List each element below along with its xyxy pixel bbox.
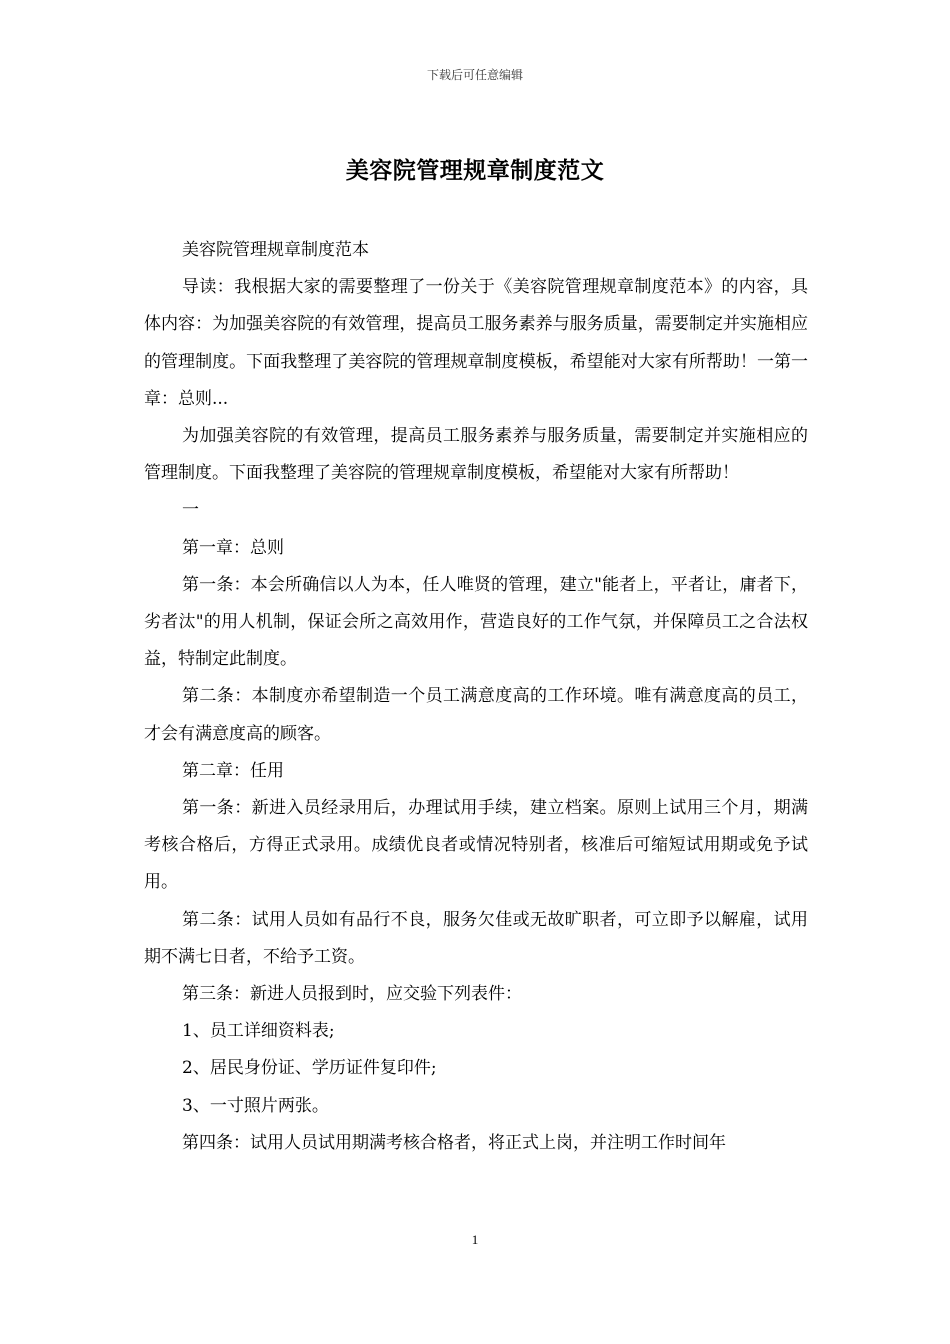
paragraph: 第二条：本制度亦希望制造一个员工满意度高的工作环境。唯有满意度高的员工，才会有满意度高的顾客。 bbox=[144, 686, 808, 744]
page-number: 1 bbox=[471, 1232, 479, 1247]
list-item: 3、一寸照片两张。 bbox=[182, 1095, 329, 1116]
paragraph: 第一条：新进入员经录用后，办理试用手续，建立档案。原则上试用三个月，期满考核合格后，方得正式录用。成绩优良者或情况特别者，核准后可缩短试用期或免予试用。 bbox=[144, 798, 808, 893]
list-item: 2、居民身份证、学历证件复印件; bbox=[182, 1058, 437, 1079]
paragraph: 一 bbox=[182, 500, 199, 521]
paragraph: 为加强美容院的有效管理，提高员工服务素养与服务质量，需要制定并实施相应的管理制度。下面我整理了美容院的管理规章制度模板，希望能对大家有所帮助！ bbox=[144, 426, 808, 484]
list-item: 1、员工详细资料表; bbox=[182, 1021, 335, 1042]
document-body bbox=[144, 232, 808, 1162]
paragraph: 第二条：试用人员如有品行不良，服务欠佳或无故旷职者，可立即予以解雇，试用期不满七日者，不给予工资。 bbox=[144, 909, 808, 967]
paragraph: 第三条：新进人员报到时，应交验下列表件： bbox=[182, 984, 522, 1005]
paragraph: 第四条：试用人员试用期满考核合格者，将正式上岗，并注明工作时间年 bbox=[182, 1132, 726, 1153]
paragraph: 第一条：本会所确信以人为本，任人唯贤的管理，建立"能者上，平者让，庸者下，劣者汰"的用人机制，保证会所之高效用作，营造良好的工作气氛，并保障员工之合法权益，特制定此制度。 bbox=[144, 574, 808, 670]
document-title: 美容院管理规章制度范文 bbox=[345, 157, 605, 184]
paragraph: 美容院管理规章制度范本 bbox=[182, 240, 369, 260]
chapter-heading: 第二章：任用 bbox=[182, 760, 284, 781]
paragraph: 导读：我根据大家的需要整理了一份关于《美容院管理规章制度范本》的内容，具体内容：为加强美容院的有效管理，提高员工服务素养与服务质量，需要制定并实施相应的管理制度。下面我整理了美容院的管理规章制度模板，希望能对大家有所帮助！一第一章：总则... bbox=[144, 277, 808, 409]
page-header-note: 下载后可任意编辑 bbox=[426, 68, 523, 82]
chapter-heading: 第一章：总则 bbox=[182, 537, 284, 558]
